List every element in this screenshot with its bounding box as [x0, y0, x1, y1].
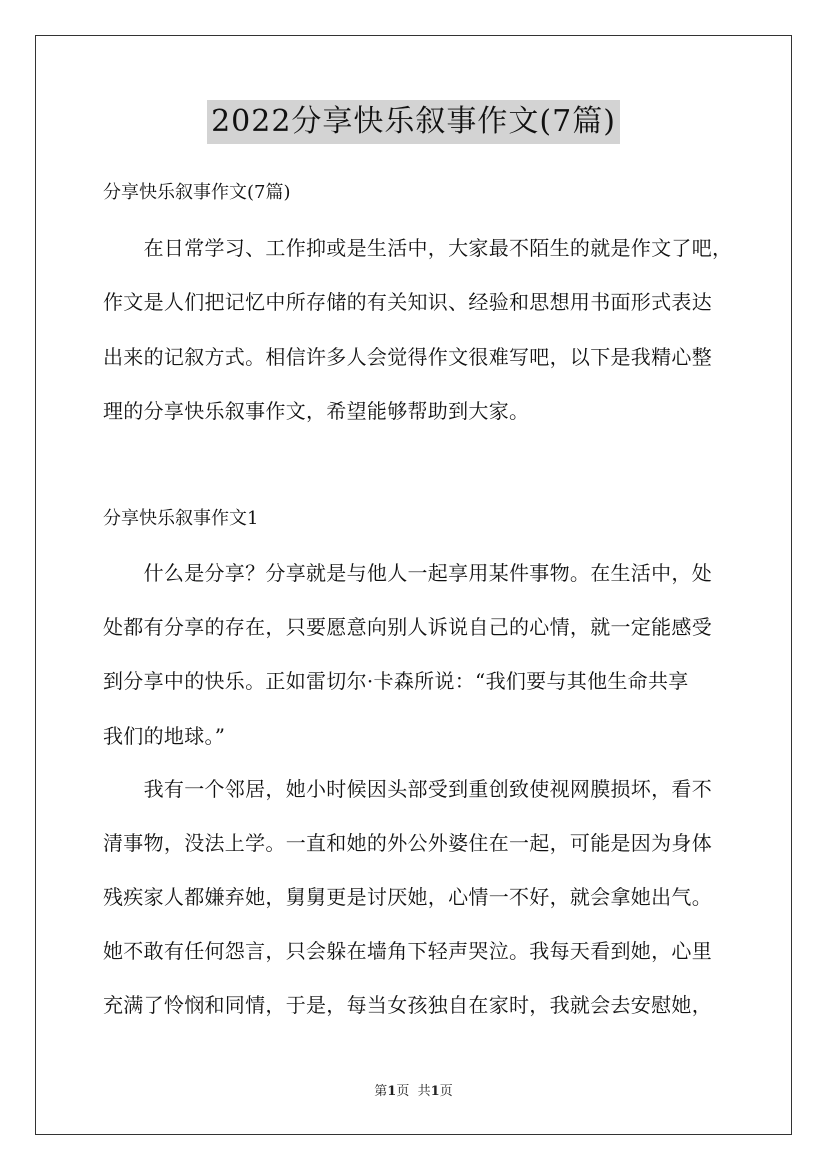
paragraph-line: 残疾家人都嫌弃她，舅舅更是讨厌她，心情一不好，就会拿她出气。 — [103, 885, 712, 909]
intro-line: 作文是人们把记忆中所存储的有关知识、经验和思想用书面形式表达 — [103, 290, 712, 314]
page-label-prefix: 第 — [374, 1084, 388, 1099]
paragraph-line: 到分享中的快乐。正如雷切尔·卡森所说：“我们要与其他生命共享 — [103, 669, 689, 693]
total-label-prefix: 共 — [417, 1084, 431, 1099]
total-pages: 1 — [430, 1084, 440, 1099]
page-number: 1 — [387, 1084, 397, 1099]
paragraph-line: 什么是分享？分享就是与他人一起享用某件事物。在生活中，处 — [103, 561, 712, 585]
document-title: 2022分享快乐叙事作文(7篇) — [207, 100, 620, 144]
title-container — [0, 100, 827, 144]
page-footer — [0, 1083, 827, 1101]
paragraph-line: 清事物，没法上学。一直和她的外公外婆住在一起，可能是因为身体 — [103, 831, 712, 855]
document-subtitle: 分享快乐叙事作文(7篇) — [103, 182, 291, 203]
intro-line: 出来的记叙方式。相信许多人会觉得作文很难写吧，以下是我精心整 — [103, 345, 712, 369]
paragraph-line: 充满了怜悯和同情，于是，每当女孩独自在家时，我就会去安慰她， — [103, 993, 712, 1017]
section-heading: 分享快乐叙事作文1 — [103, 508, 259, 529]
total-label-suffix: 页 — [439, 1084, 453, 1099]
paragraph-line: 我们的地球。” — [103, 724, 226, 748]
page-label-suffix: 页 — [396, 1084, 410, 1099]
paragraph-line: 处都有分享的存在，只要愿意向别人诉说自己的心情，就一定能感受 — [103, 615, 712, 639]
intro-line: 在日常学习、工作抑或是生活中，大家最不陌生的就是作文了吧， — [103, 236, 733, 260]
paragraph-line: 我有一个邻居，她小时候因头部受到重创致使视网膜损坏，看不 — [103, 777, 712, 801]
intro-line: 理的分享快乐叙事作文，希望能够帮助到大家。 — [103, 399, 530, 423]
paragraph-line: 她不敢有任何怨言，只会躲在墙角下轻声哭泣。我每天看到她，心里 — [103, 939, 712, 963]
